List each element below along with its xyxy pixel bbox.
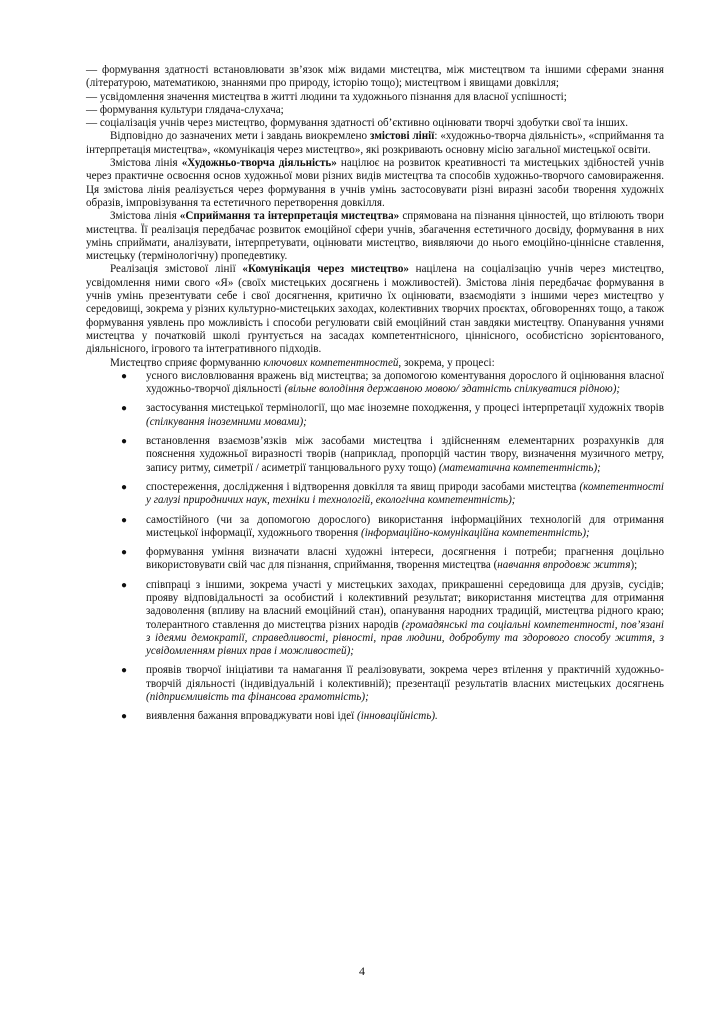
bullet-icon: ● bbox=[121, 436, 128, 448]
list-item-text: спостереження, дослідження і відтворення довкілля та явищ природи засобами мистецтва bbox=[146, 480, 580, 493]
list-item-text: проявів творчої ініціативи та намагання її реалізовувати, зокрема через втілення у практичній художньо-творчій діяльності (індивідуальній і колективній); презентації результатів власних мистецьких досягнень bbox=[146, 664, 664, 690]
list-item-text: самостійного (чи за допомогою дорослого) використання інформаційних технологій для отримання мистецької інформації, художнього творення bbox=[146, 513, 664, 539]
bullet-icon: ● bbox=[121, 665, 128, 677]
list-item-competence: (громадянські та соціальні компетентності, пов’язані з ідеями демократії, справедливості, рівності, прав людини, добробуту та здорового способу життя, з усвідомленням рівних прав і можливостей); bbox=[146, 618, 664, 658]
list-item-competence: (інноваційність). bbox=[357, 710, 438, 723]
bullet-icon: ● bbox=[121, 711, 128, 723]
bold-term: «Сприймання та інтерпретація мистецтва» bbox=[179, 210, 400, 223]
list-item bbox=[86, 579, 664, 659]
bold-term: «Художньо-творча діяльність» bbox=[181, 157, 337, 170]
list-item-competence: (спілкування іноземними мовами); bbox=[146, 415, 307, 428]
bullet-icon: ● bbox=[121, 514, 128, 526]
list-item bbox=[86, 370, 664, 397]
text-run: , зокрема, у процесі: bbox=[398, 356, 495, 369]
list-item-competence: навчання впродовж життя bbox=[497, 559, 631, 572]
list-item-text: усного висловлювання вражень від мистецтва; за допомогою коментування дорослого й оцінювання власної художньо-творчої діяльності bbox=[146, 369, 664, 396]
text-run: націлює на розвиток креативності та мистецьких здібностей учнів через практичне освоєння основ художньої мови різних видів мистецтва та способів художньо-творчого самовираження. Ця змістова лінія реалізується через формування в учнів умінь застосовувати різні виразні засоби творення художніх образів, імпровізування та естетичного перетворення довкілля. bbox=[86, 157, 664, 209]
list-item-competence: (інформаційно-комунікаційна компетентність); bbox=[361, 526, 590, 539]
list-item-text: співпраці з іншими, зокрема участі у мистецьких заходах, прикрашенні середовища для друзів, сусідів; прояву відповідальності за особистий і колективний результат; використання мистецтва для отримання задоволення (впливу на власний емоційний стан), опанування народних традицій, мистецтва рідного краю; толерантного ставлення до мистецтва різних народів bbox=[146, 578, 664, 631]
page-number: 4 bbox=[359, 964, 365, 978]
paragraph-content-lines bbox=[86, 130, 664, 157]
bullet-icon: ● bbox=[121, 547, 128, 559]
bold-term: змістові лінії bbox=[370, 130, 435, 143]
text-run: Мистецтво сприяє формуванню bbox=[110, 356, 264, 369]
text-run: Змістова лінія bbox=[110, 210, 180, 223]
intro-line: — соціалізація учнів через мистецтво, формування здатності об’єктивно оцінювати творчі здобутки свої та інших. bbox=[86, 117, 629, 130]
paragraph-perception bbox=[86, 210, 664, 263]
list-item-text: виявлення бажання впроваджувати нові ідеї bbox=[146, 710, 357, 723]
text-run: Відповідно до зазначених мети і завдань виокремлено bbox=[110, 130, 371, 143]
text-run: націлена на соціалізацію учнів через мистецтво, усвідомлення ними свого «Я» (своїх мистецьких досягнень і можливостей). Змістова лінія передбачає формування в учнів умінь презентувати себе і свої досягнення, критично їх оцінювати, взаємодіяти з іншими через мистецтво у середовищі, зокрема у різних культурно-мистецьких заходах, колективних творчих проєктах, обговореннях тощо, а також формування уявлень про можливість і способи регулювати свій емоційний стан завдяки мистецтву. Опанування учнями мистецтва у початковій школі ґрунтується на засадах компетентнісного, ціннісного, особистісно зорієнтованого, діяльнісного, ігрового та інтегративного підходів. bbox=[86, 263, 665, 356]
bullet-icon: ● bbox=[121, 481, 128, 493]
list-item bbox=[86, 435, 664, 475]
text-run: Змістова лінія bbox=[110, 157, 182, 170]
bullet-icon: ● bbox=[121, 370, 128, 382]
italic-term: ключових компетентностей bbox=[263, 356, 399, 369]
list-item bbox=[86, 481, 664, 508]
list-item-competence: (математична компетентність); bbox=[438, 461, 601, 474]
bold-term: «Комунікація через мистецтво» bbox=[242, 263, 409, 276]
document-page bbox=[86, 64, 664, 730]
bullet-icon: ● bbox=[121, 579, 128, 591]
text-run: спрямована на пізнання цінностей, що втілюють твори мистецтва. Її реалізація передбачає розвиток емоційної сфери учнів, збагачення естетичного досвіду, формування в них умінь сприймати, аналізувати, інтерпретувати, оцінювати мистецтво, виявляючи до нього емоційно-ціннісне ставлення, мистецьку (термінологічну) пропедевтику. bbox=[86, 210, 664, 263]
competence-list bbox=[86, 370, 664, 724]
text-run: : «художньо-творча діяльність», «сприймання та інтерпретація мистецтва», «комунікація через мистецтво», які розкривають основну місію загальної мистецької освіти. bbox=[86, 130, 664, 156]
intro-line: — усвідомлення значення мистецтва в житті людини та художнього пізнання для власної успішності; bbox=[86, 90, 567, 103]
list-item bbox=[86, 514, 664, 541]
text-run: Реалізація змістової лінії bbox=[110, 263, 243, 276]
list-item bbox=[86, 402, 664, 429]
list-item-text: застосування мистецької термінології, що має іноземне походження, у процесі інтерпретації художніх творів bbox=[146, 402, 664, 415]
paragraph-key-competences bbox=[86, 357, 664, 370]
intro-line: — формування здатності встановлювати зв’язок між видами мистецтва, між мистецтвом та іншими сферами знання (літературою, математикою, знаннями про природу, історію тощо); мистецтвом і явищами довкілля; bbox=[86, 64, 664, 90]
list-item-text: формування уміння визначати власні художні інтереси, досягнення і потреби; прагнення доцільно використовувати свій час для пізнання, сприймання, творення мистецтва ( bbox=[146, 546, 664, 572]
list-item bbox=[86, 546, 664, 573]
paragraph-communication bbox=[86, 263, 664, 356]
list-item-competence: (компетентності у галузі природничих наук, техніки і технологій, екологічна компетентність); bbox=[146, 480, 664, 507]
list-item bbox=[86, 664, 664, 704]
paragraph-creative-activity bbox=[86, 157, 664, 210]
intro-line: — формування культури глядача-слухача; bbox=[86, 103, 284, 116]
list-item-text: встановлення взаємозв’язків між засобами мистецтва і здійсненням елементарних розрахунків для пояснення художньої виразності творів (наприклад, пропорцій частин твору, визначення музичного метру, запису ритму, симетрії / асиметрії танцювального руху тощо) bbox=[146, 435, 664, 474]
list-item-competence: (підприємливість та фінансова грамотність); bbox=[146, 691, 369, 704]
list-item bbox=[86, 710, 664, 723]
list-item-tail: ); bbox=[630, 559, 638, 572]
bullet-icon: ● bbox=[121, 403, 128, 415]
list-item-competence: (вільне володіння державною мовою/ здатність спілкуватися рідною); bbox=[284, 383, 621, 396]
